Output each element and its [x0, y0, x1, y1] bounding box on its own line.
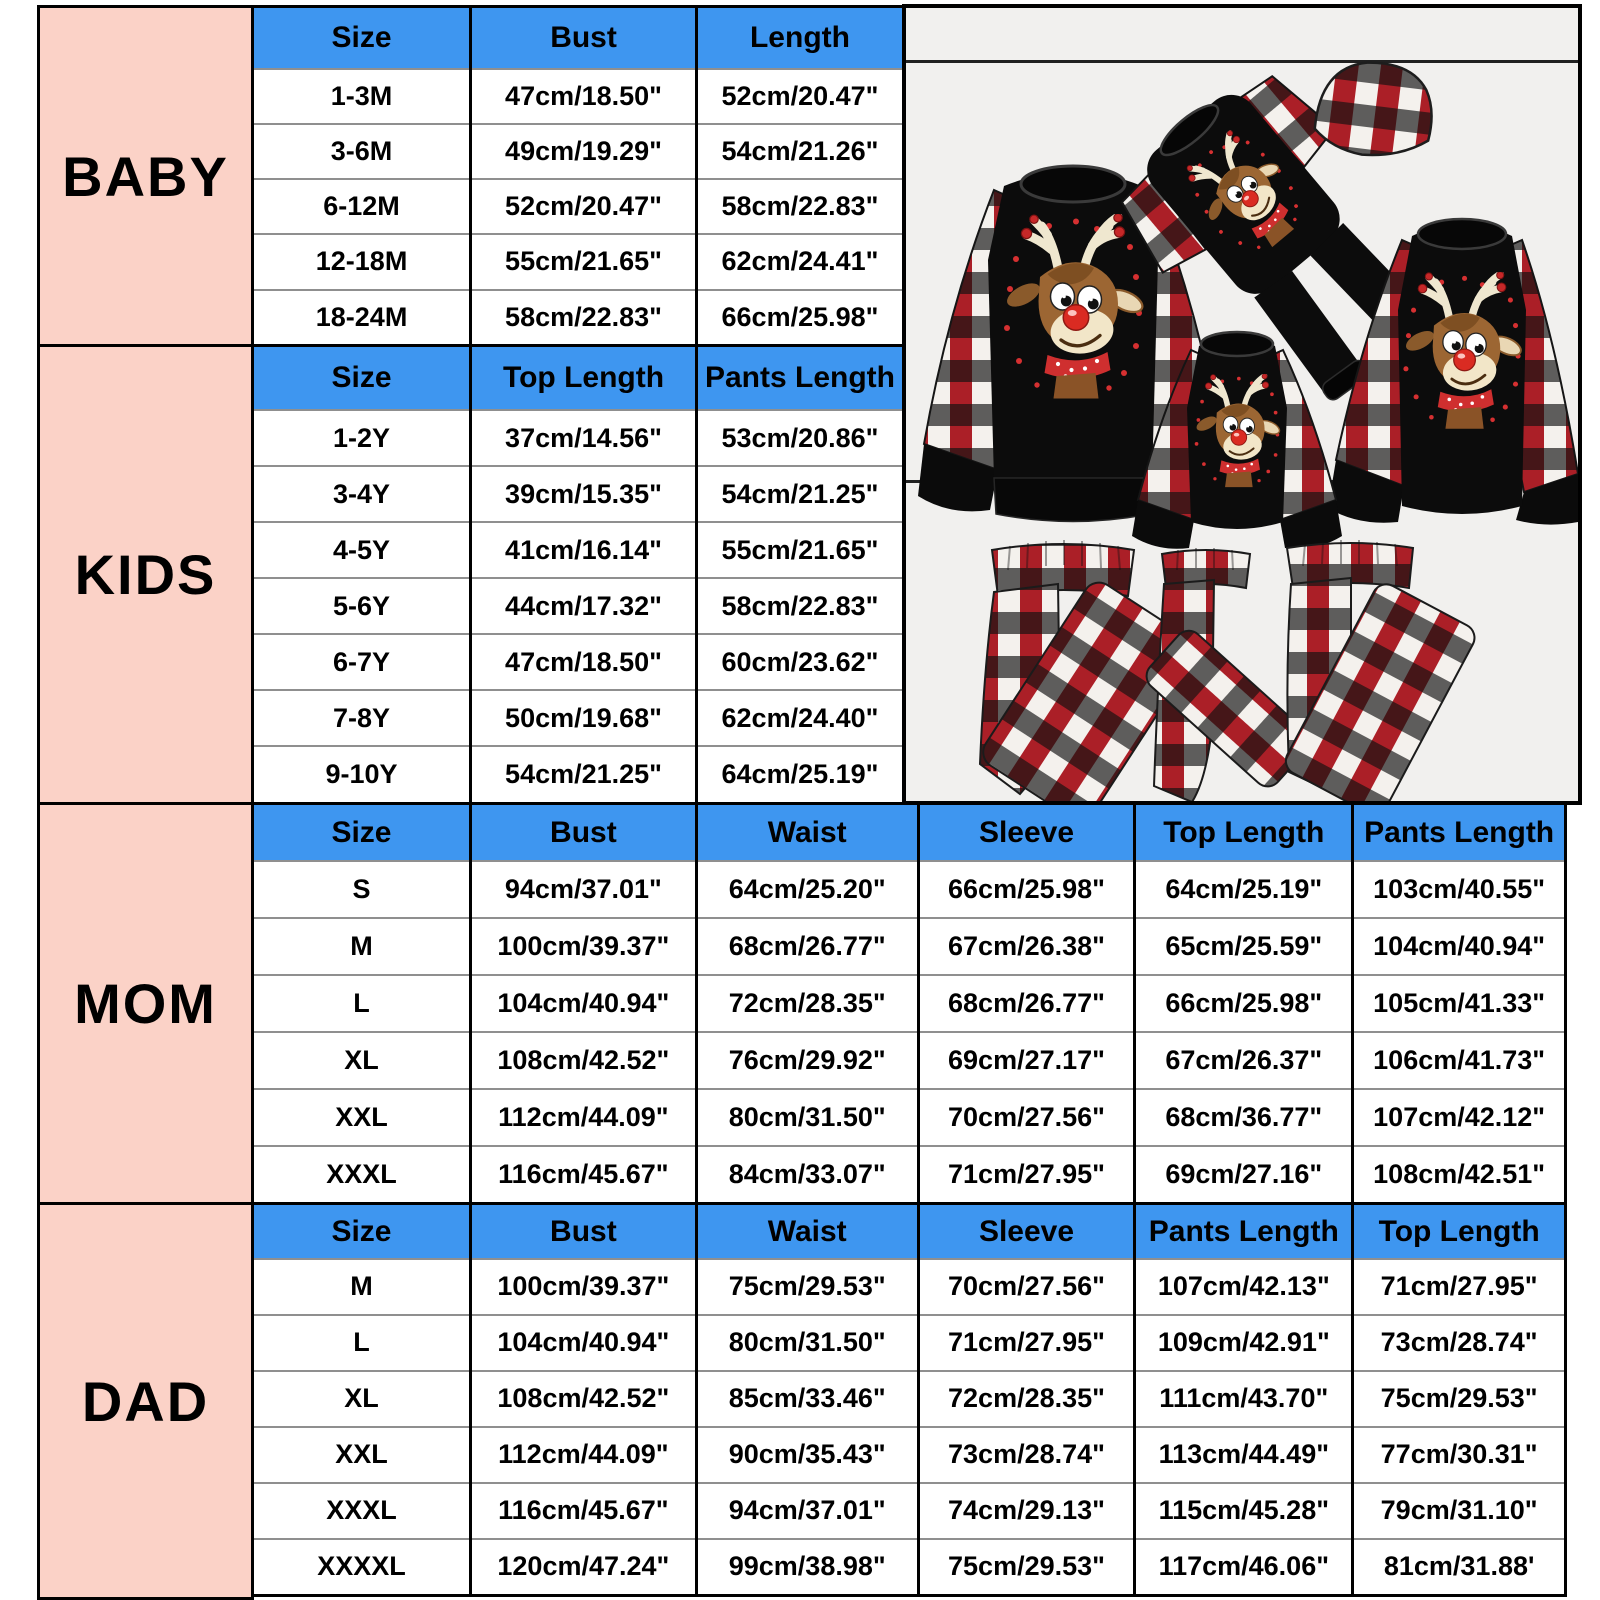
table-cell: 108cm/42.52"	[470, 1032, 696, 1089]
column-header: Pants Length	[1135, 1204, 1353, 1260]
table-cell: 81cm/31.88'	[1353, 1539, 1566, 1596]
table-cell: 4-5Y	[253, 522, 471, 578]
table-cell: 53cm/20.86"	[696, 410, 903, 466]
header-row	[253, 7, 904, 70]
table-row	[253, 1032, 1566, 1089]
table-cell: XL	[253, 1032, 471, 1089]
table-cell: 94cm/37.01"	[470, 861, 696, 918]
table-cell: 1-3M	[253, 69, 471, 124]
table-cell: 72cm/28.35"	[696, 975, 918, 1032]
table-cell: 113cm/44.49"	[1135, 1427, 1353, 1483]
table-cell: 70cm/27.56"	[918, 1259, 1135, 1315]
table-cell: 1-2Y	[253, 410, 471, 466]
table-cell: 55cm/21.65"	[696, 522, 903, 578]
table-row	[253, 234, 904, 289]
table-cell: 7-8Y	[253, 690, 471, 746]
table-cell: 12-18M	[253, 234, 471, 289]
table-cell: 58cm/22.83"	[471, 290, 697, 346]
table-cell: 62cm/24.40"	[696, 690, 903, 746]
table-cell: 72cm/28.35"	[918, 1371, 1135, 1427]
table-cell: XXL	[253, 1089, 471, 1146]
table-cell: 3-4Y	[253, 466, 471, 522]
table-cell: 109cm/42.91"	[1135, 1315, 1353, 1371]
table-cell: 104cm/40.94"	[470, 1315, 696, 1371]
mom-size-table	[251, 802, 1567, 1205]
table-cell: 103cm/40.55"	[1353, 861, 1566, 918]
table-row	[253, 918, 1566, 975]
baby-size-table	[251, 5, 905, 347]
table-cell: 68cm/36.77"	[1135, 1089, 1353, 1146]
column-header: Sleeve	[918, 1204, 1135, 1260]
photo-seam-top	[906, 60, 1578, 63]
table-cell: 58cm/22.83"	[696, 578, 903, 634]
column-header: Size	[253, 7, 471, 70]
table-cell: 65cm/25.59"	[1135, 918, 1353, 975]
table-cell: 107cm/42.12"	[1353, 1089, 1566, 1146]
table-cell: 68cm/26.77"	[918, 975, 1135, 1032]
table-cell: 76cm/29.92"	[696, 1032, 918, 1089]
column-header: Top Length	[1135, 804, 1353, 862]
table-row	[253, 746, 904, 803]
table-cell: 90cm/35.43"	[696, 1427, 918, 1483]
table-cell: 67cm/26.38"	[918, 918, 1135, 975]
table-cell: M	[253, 918, 471, 975]
table-cell: 71cm/27.95"	[918, 1146, 1135, 1204]
table-cell: 66cm/25.98"	[918, 861, 1135, 918]
section-label-mom: MOM	[37, 802, 254, 1205]
section-label-baby: BABY	[37, 5, 254, 347]
table-cell: 64cm/25.19"	[696, 746, 903, 803]
column-header: Bust	[470, 1204, 696, 1260]
table-row	[253, 290, 904, 346]
table-cell: 66cm/25.98"	[696, 290, 903, 346]
table-cell: 71cm/27.95"	[918, 1315, 1135, 1371]
table-cell: 79cm/31.10"	[1353, 1483, 1566, 1539]
table-cell: 50cm/19.68"	[471, 690, 697, 746]
table-cell: 6-7Y	[253, 634, 471, 690]
table-cell: 62cm/24.41"	[696, 234, 903, 289]
table-cell: S	[253, 861, 471, 918]
table-cell: 73cm/28.74"	[918, 1427, 1135, 1483]
table-cell: XXL	[253, 1427, 471, 1483]
section-label-dad: DAD	[37, 1202, 254, 1600]
table-cell: 41cm/16.14"	[471, 522, 697, 578]
table-cell: L	[253, 975, 471, 1032]
table-cell: 105cm/41.33"	[1353, 975, 1566, 1032]
table-cell: 104cm/40.94"	[1353, 918, 1566, 975]
table-cell: 47cm/18.50"	[471, 634, 697, 690]
table-row	[253, 861, 1566, 918]
table-cell: L	[253, 1315, 471, 1371]
table-cell: 108cm/42.51"	[1353, 1146, 1566, 1204]
table-cell: 100cm/39.37"	[470, 918, 696, 975]
table-cell: 67cm/26.37"	[1135, 1032, 1353, 1089]
table-cell: 69cm/27.16"	[1135, 1146, 1353, 1204]
table-row	[253, 522, 904, 578]
table-cell: 39cm/15.35"	[471, 466, 697, 522]
table-cell: 99cm/38.98"	[696, 1539, 918, 1596]
table-cell: 112cm/44.09"	[470, 1427, 696, 1483]
table-cell: 84cm/33.07"	[696, 1146, 918, 1204]
table-cell: M	[253, 1259, 471, 1315]
table-cell: 104cm/40.94"	[470, 975, 696, 1032]
table-cell: 73cm/28.74"	[1353, 1315, 1566, 1371]
table-row	[253, 179, 904, 234]
column-header: Bust	[470, 804, 696, 862]
table-row	[253, 69, 904, 124]
table-cell: 66cm/25.98"	[1135, 975, 1353, 1032]
table-cell: 117cm/46.06"	[1135, 1539, 1353, 1596]
table-cell: 54cm/21.26"	[696, 124, 903, 179]
table-row	[253, 1259, 1566, 1315]
column-header: Size	[253, 804, 471, 862]
column-header: Size	[253, 346, 471, 411]
header-row	[253, 804, 1566, 862]
header-row	[253, 1204, 1566, 1260]
table-row	[253, 1089, 1566, 1146]
table-cell: 112cm/44.09"	[470, 1089, 696, 1146]
product-photo	[902, 4, 1582, 805]
pajama-set-illustration	[906, 8, 1578, 801]
table-cell: 37cm/14.56"	[471, 410, 697, 466]
table-cell: 116cm/45.67"	[470, 1483, 696, 1539]
table-cell: 68cm/26.77"	[696, 918, 918, 975]
table-cell: XXXXL	[253, 1539, 471, 1596]
table-row	[253, 410, 904, 466]
table-row	[253, 1539, 1566, 1596]
table-cell: XL	[253, 1371, 471, 1427]
table-cell: XXXL	[253, 1483, 471, 1539]
table-cell: 52cm/20.47"	[471, 179, 697, 234]
table-cell: 55cm/21.65"	[471, 234, 697, 289]
table-cell: 3-6M	[253, 124, 471, 179]
table-cell: 69cm/27.17"	[918, 1032, 1135, 1089]
column-header: Pants Length	[696, 346, 903, 411]
table-row	[253, 124, 904, 179]
column-header: Waist	[696, 804, 918, 862]
table-row	[253, 975, 1566, 1032]
table-cell: 108cm/42.52"	[470, 1371, 696, 1427]
table-cell: 71cm/27.95"	[1353, 1259, 1566, 1315]
column-header: Top Length	[471, 346, 697, 411]
table-cell: 120cm/47.24"	[470, 1539, 696, 1596]
table-cell: 85cm/33.46"	[696, 1371, 918, 1427]
table-cell: 6-12M	[253, 179, 471, 234]
table-cell: 52cm/20.47"	[696, 69, 903, 124]
column-header: Bust	[471, 7, 697, 70]
table-cell: 75cm/29.53"	[696, 1259, 918, 1315]
table-row	[253, 1315, 1566, 1371]
table-row	[253, 1427, 1566, 1483]
table-cell: 64cm/25.19"	[1135, 861, 1353, 918]
header-row	[253, 346, 904, 411]
table-cell: 44cm/17.32"	[471, 578, 697, 634]
table-cell: 9-10Y	[253, 746, 471, 803]
dad-size-table	[251, 1202, 1567, 1597]
table-cell: 80cm/31.50"	[696, 1315, 918, 1371]
table-cell: 94cm/37.01"	[696, 1483, 918, 1539]
table-row	[253, 690, 904, 746]
column-header: Top Length	[1353, 1204, 1566, 1260]
table-row	[253, 466, 904, 522]
table-cell: 64cm/25.20"	[696, 861, 918, 918]
table-cell: 116cm/45.67"	[470, 1146, 696, 1204]
table-cell: 111cm/43.70"	[1135, 1371, 1353, 1427]
table-cell: 115cm/45.28"	[1135, 1483, 1353, 1539]
table-cell: 100cm/39.37"	[470, 1259, 696, 1315]
table-row	[253, 1146, 1566, 1204]
table-cell: 77cm/30.31"	[1353, 1427, 1566, 1483]
table-row	[253, 1371, 1566, 1427]
kids-size-table	[251, 344, 905, 805]
column-header: Sleeve	[918, 804, 1135, 862]
table-cell: 18-24M	[253, 290, 471, 346]
table-cell: 54cm/21.25"	[471, 746, 697, 803]
table-cell: 58cm/22.83"	[696, 179, 903, 234]
column-header: Pants Length	[1353, 804, 1566, 862]
table-row	[253, 634, 904, 690]
section-label-kids: KIDS	[37, 344, 254, 805]
table-cell: 106cm/41.73"	[1353, 1032, 1566, 1089]
table-cell: 47cm/18.50"	[471, 69, 697, 124]
table-row	[253, 578, 904, 634]
table-cell: 75cm/29.53"	[918, 1539, 1135, 1596]
table-cell: 5-6Y	[253, 578, 471, 634]
table-cell: 74cm/29.13"	[918, 1483, 1135, 1539]
table-cell: 70cm/27.56"	[918, 1089, 1135, 1146]
table-cell: 60cm/23.62"	[696, 634, 903, 690]
column-header: Length	[696, 7, 903, 70]
table-cell: 54cm/21.25"	[696, 466, 903, 522]
column-header: Waist	[696, 1204, 918, 1260]
table-row	[253, 1483, 1566, 1539]
column-header: Size	[253, 1204, 471, 1260]
table-cell: 80cm/31.50"	[696, 1089, 918, 1146]
table-cell: XXXL	[253, 1146, 471, 1204]
table-cell: 107cm/42.13"	[1135, 1259, 1353, 1315]
table-cell: 49cm/19.29"	[471, 124, 697, 179]
table-cell: 75cm/29.53"	[1353, 1371, 1566, 1427]
